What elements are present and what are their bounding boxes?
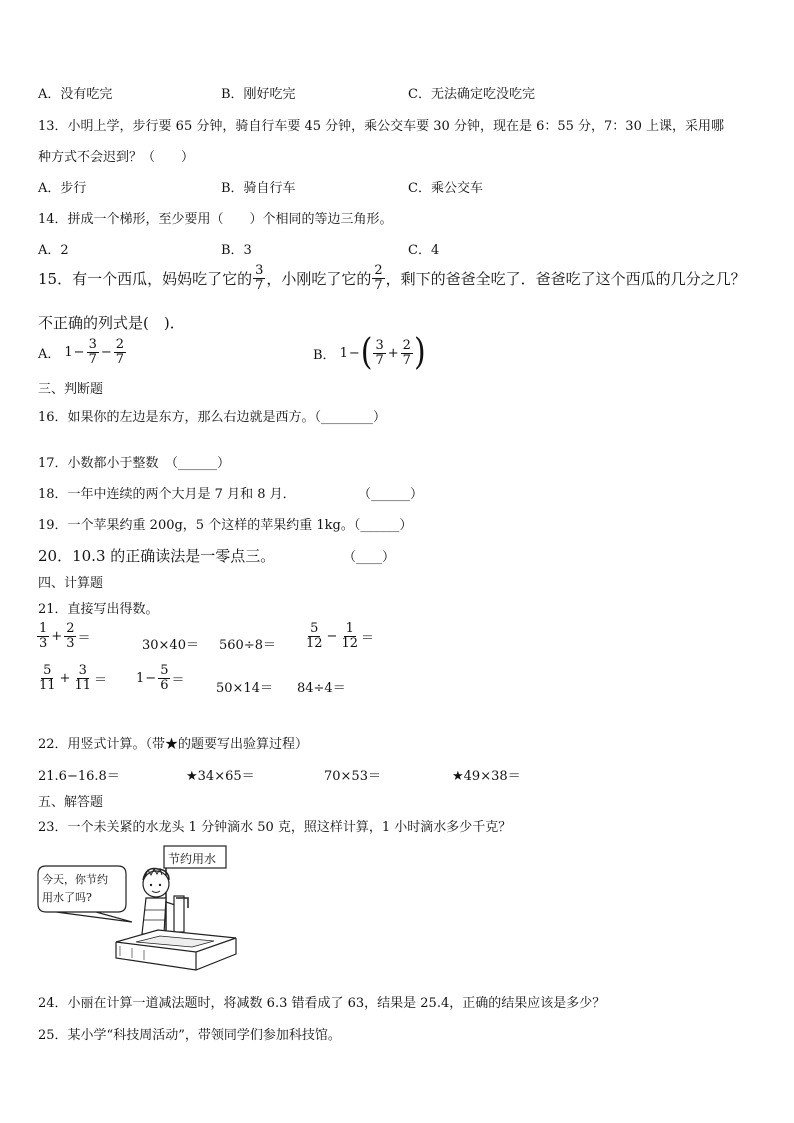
- section-heading-word-problems: 五、解答题: [38, 795, 104, 810]
- minus-sign: −: [145, 670, 157, 686]
- numerator: 5: [43, 663, 52, 678]
- right-paren: ): [413, 331, 426, 374]
- numerator: 2: [402, 337, 411, 353]
- q13-option-a: A．步行: [38, 181, 87, 196]
- fraction: [37, 622, 49, 650]
- numerator: 2: [115, 337, 125, 352]
- q14-option-a: A．2: [38, 243, 69, 258]
- left-paren: (: [360, 331, 373, 374]
- fraction: [87, 338, 99, 366]
- q14-option-b: B．3: [221, 243, 252, 258]
- q22-expr-2: ★34×65＝: [186, 769, 255, 784]
- numerator: 1: [39, 621, 48, 636]
- numerator: 1: [345, 621, 354, 636]
- fraction: [114, 338, 126, 366]
- denominator: 7: [374, 277, 383, 293]
- q14-text: 14．拼成一个梯形，至少要用（ ）个相同的等边三角形。: [38, 212, 393, 227]
- numerator: 3: [78, 663, 87, 678]
- fraction: [373, 339, 385, 367]
- denominator: 7: [375, 352, 384, 368]
- equals-sign: ＝: [361, 630, 375, 646]
- equals-sign: ＝: [77, 630, 91, 646]
- numerator: 2: [374, 263, 383, 278]
- q12-option-c: C．无法确定吃没吃完: [408, 87, 535, 102]
- q13-option-b: B．骑自行车: [221, 181, 296, 196]
- one: 1: [64, 344, 73, 360]
- q22-expr-1: 21.6−16.8＝: [38, 769, 120, 784]
- q15-fraction-xiaogang: [372, 264, 384, 292]
- denominator: 7: [88, 351, 97, 367]
- q15-option-b: [313, 331, 426, 374]
- speech-bubble-line2: 用水了吗?: [42, 891, 92, 904]
- denominator: 3: [66, 635, 75, 651]
- denominator: 11: [39, 677, 56, 693]
- minus-sign: −: [100, 344, 112, 360]
- sign-text: 节约用水: [168, 852, 217, 866]
- q22-expr-4: ★49×38＝: [452, 769, 521, 784]
- q15-line2: 不正确的列式是( )．: [38, 314, 185, 332]
- denominator: 7: [402, 352, 411, 368]
- q14-option-c: C．4: [408, 243, 440, 258]
- q21-expr-2: 30×40＝: [142, 638, 199, 653]
- section-heading-judgment: 三、判断题: [38, 382, 104, 397]
- fraction: [37, 664, 58, 692]
- denominator: 12: [341, 635, 358, 651]
- q12-option-b: B．刚好吃完: [221, 87, 296, 102]
- numerator: 2: [66, 621, 75, 636]
- q13-line2: 种方式不会迟到？（ ）: [38, 150, 195, 165]
- q23-illustration: [36, 842, 242, 972]
- q21-expr-4: [303, 622, 374, 650]
- q19-text: 19．一个苹果约重 200g，5 个这样的苹果约重 1kg。（______）: [38, 518, 413, 533]
- q15-text-part3: ，剩下的爸爸全吃了．爸爸吃了这个西瓜的几分之几？: [385, 269, 746, 288]
- denominator: 6: [160, 677, 169, 693]
- q21-expr-3: 560÷8＝: [219, 638, 276, 653]
- fraction: [304, 622, 325, 650]
- numerator: 3: [255, 263, 264, 278]
- q13-line1: 13．小明上学，步行要 65 分钟，骑自行车要 45 分钟，乘公交车要 30 分钟，现在是 6：55 分，7：30 上课，采用哪: [38, 119, 724, 134]
- fraction: [72, 664, 93, 692]
- q18-text: 18．一年中连续的两个大月是 7 月和 8 月．: [38, 487, 296, 502]
- one: 1: [136, 670, 145, 686]
- option-label: B．: [313, 347, 336, 363]
- minus-sign: −: [326, 628, 338, 644]
- numerator: 3: [375, 337, 384, 353]
- section-heading-calculation: 四、计算题: [38, 576, 104, 591]
- q21-expr-1: [36, 622, 90, 650]
- q15-line1: [38, 264, 746, 292]
- q24-text: 24．小丽在计算一道减法题时，将减数 6.3 错看成了 63，结果是 25.4，正确的结果应该是多少？: [38, 996, 606, 1011]
- speech-bubble-line1: 今天，你节约: [42, 873, 108, 886]
- fraction: [339, 622, 360, 650]
- q13-option-c: C．乘公交车: [408, 181, 483, 196]
- fraction: [401, 339, 413, 367]
- q20-text: 20．10.3 的正确读法是一零点三。: [38, 547, 276, 565]
- plus-sign: +: [387, 345, 399, 361]
- denominator: 11: [74, 677, 91, 693]
- denominator: 3: [39, 635, 48, 651]
- equals-sign: ＝: [94, 672, 108, 688]
- minus-sign: −: [73, 344, 85, 360]
- q23-text: 23．一个未关紧的水龙头 1 分钟滴水 50 克，照这样计算，1 小时滴水多少千克？: [38, 820, 512, 835]
- q18-blank: （______）: [358, 487, 424, 502]
- equals-sign: ＝: [171, 672, 185, 688]
- q21-expr-7: 50×14＝: [216, 681, 273, 696]
- q21-expr-5: [36, 664, 107, 692]
- q15-text-part1: 15．有一个西瓜，妈妈吃了它的: [38, 269, 253, 288]
- q21-expr-8: 84÷4＝: [297, 681, 346, 696]
- q25-text: 25．某小学“科技周活动”，带领同学们参加科技馆。: [38, 1028, 341, 1043]
- numerator: 5: [310, 621, 319, 636]
- denominator: 7: [115, 351, 125, 367]
- q15-fraction-mom: [253, 264, 265, 292]
- q21-title: 21．直接写出得数。: [38, 602, 159, 617]
- q22-expr-3: 70×53＝: [324, 769, 381, 784]
- plus-sign: +: [51, 628, 63, 644]
- q12-option-a: A．没有吃完: [38, 87, 113, 102]
- option-label: A．: [38, 346, 61, 362]
- q22-title: 22．用竖式计算。（带★的题要写出验算过程）: [38, 737, 309, 752]
- fraction: [64, 622, 76, 650]
- q21-expr-6: [136, 664, 184, 692]
- one: 1: [339, 345, 348, 361]
- plus-sign: +: [59, 670, 71, 686]
- q16-text: 16．如果你的左边是东方，那么右边就是西方。（________）: [38, 410, 387, 425]
- minus-sign: −: [348, 345, 360, 361]
- q15-option-a: [38, 338, 127, 366]
- numerator: 5: [160, 663, 169, 678]
- q17-text: 17．小数都小于整数 （______）: [38, 456, 231, 471]
- q15-text-part2: ，小刚吃了它的: [266, 269, 372, 288]
- denominator: 12: [306, 635, 323, 651]
- q20-blank: （____）: [343, 550, 396, 565]
- numerator: 3: [88, 337, 97, 352]
- fraction: [158, 664, 170, 692]
- denominator: 7: [255, 277, 264, 293]
